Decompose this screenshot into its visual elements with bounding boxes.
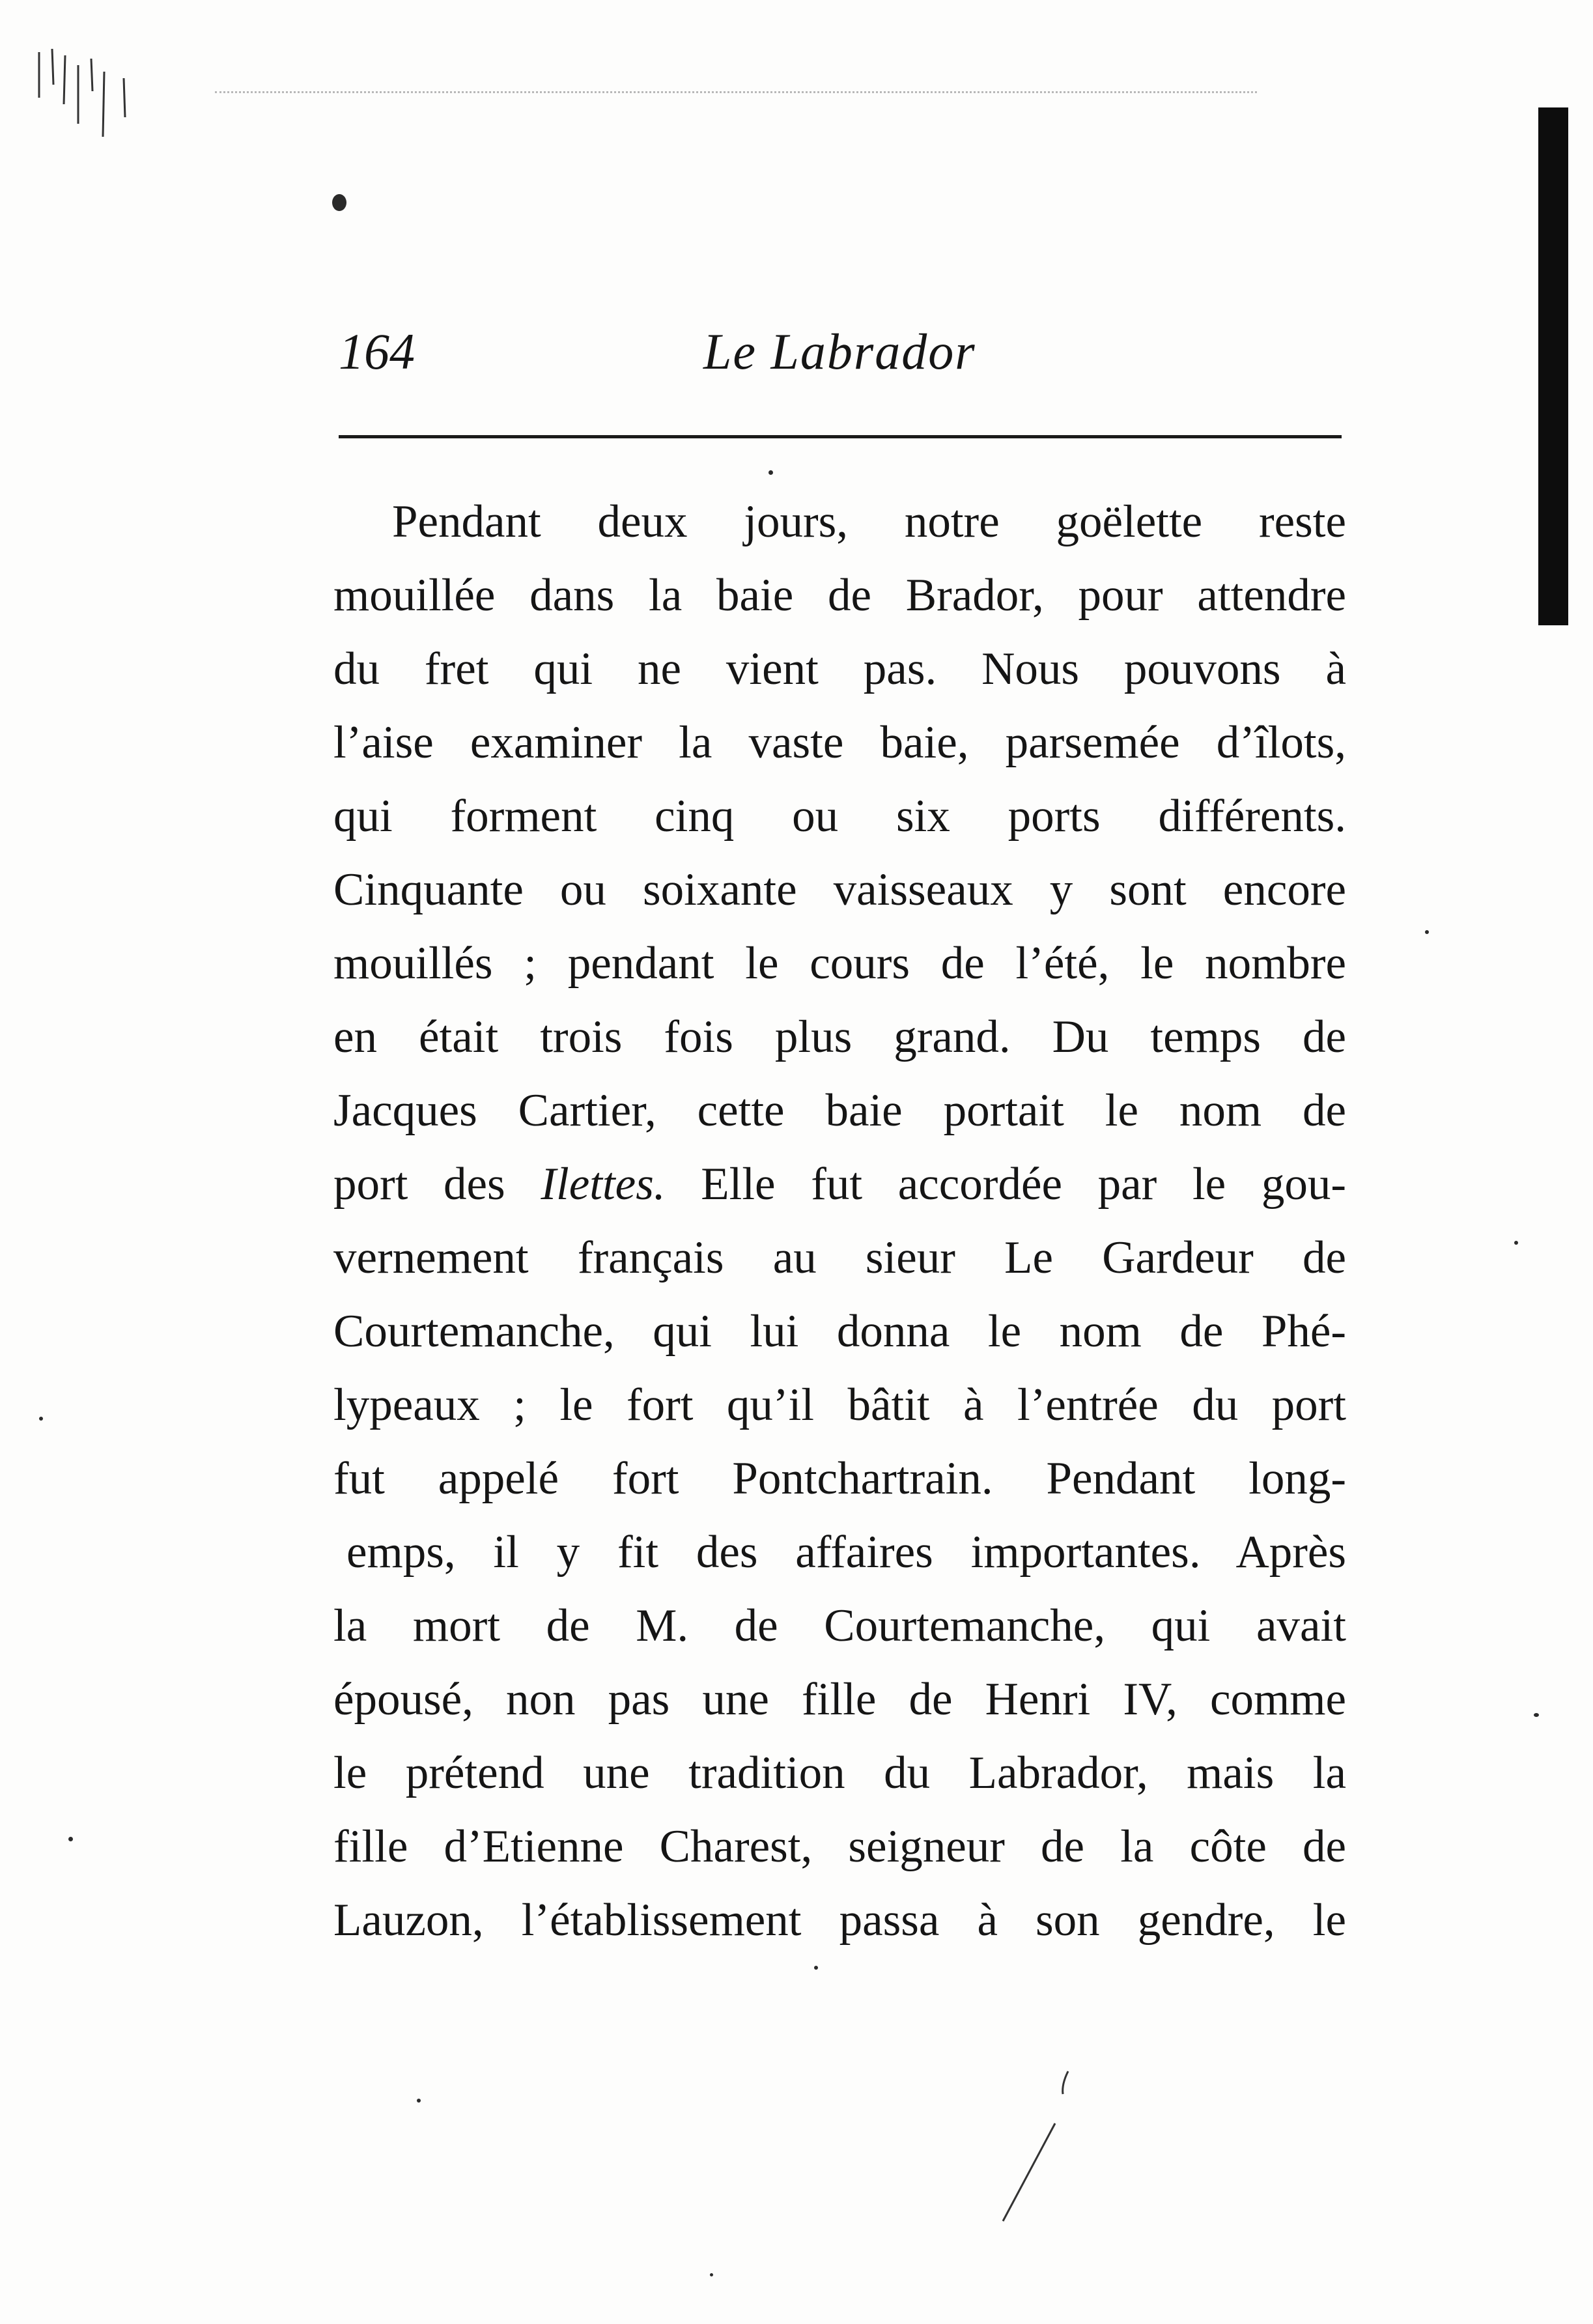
scan-speck (768, 470, 773, 475)
scan-speck (39, 1417, 43, 1421)
text-line: Lauzon, l’établissement passa à son gendre, le (333, 1895, 1346, 1946)
scan-speck (417, 2099, 421, 2103)
scan-speck (1534, 1713, 1539, 1717)
scan-speck (814, 1966, 818, 1970)
scan-speck (710, 2273, 713, 2276)
text-line: mouillés ; pendant le cours de l’été, le nombre (333, 938, 1346, 989)
text-line: Courtemanche, qui lui donna le nom de Phé- (333, 1306, 1346, 1357)
italic-place-name: Ilettes. (541, 1159, 666, 1210)
page-header (339, 319, 1342, 391)
text-line: Pendant deux jours, notre goëlette reste (392, 496, 1346, 547)
scan-edge-bar (1538, 107, 1568, 625)
text-line: Jacques Cartier, cette baie portait le nom de (333, 1085, 1346, 1136)
text-line: le prétend une tradition du Labrador, mais la (333, 1748, 1346, 1798)
text-line: fut appelé fort Pontchartrain. Pendant long- (333, 1453, 1346, 1504)
scan-speck (68, 1837, 73, 1841)
text-line: lypeaux ; le fort qu’il bâtit à l’entrée du port (333, 1380, 1346, 1430)
body-text (333, 485, 1346, 1957)
scan-speck (1425, 930, 1429, 934)
scan-noise-top (215, 91, 1257, 93)
text-line: emps, il y fit des affaires importantes. Après (346, 1527, 1346, 1578)
text-line: épousé, non pas une fille de Henri IV, comme (333, 1674, 1346, 1725)
page-number: 164 (339, 323, 415, 380)
text-line: vernement français au sieur Le Gardeur de (333, 1232, 1346, 1283)
text-line: la mort de M. de Courtemanche, qui avait (333, 1600, 1346, 1651)
header-rule (339, 435, 1342, 438)
scan-speck (1514, 1241, 1518, 1245)
pencil-mark (990, 2058, 1081, 2228)
text-line: mouillée dans la baie de Brador, pour attendre (333, 570, 1346, 621)
text-line: du fret qui ne vient pas. Nous pouvons à (333, 644, 1346, 694)
running-title: Le Labrador (703, 323, 976, 380)
text-line: qui forment cinq ou six ports différents. (333, 791, 1346, 842)
text-line: port des Ilettes. Elle fut accordée par le gou- (333, 1159, 1346, 1210)
text-line: en était trois fois plus grand. Du temps de (333, 1012, 1346, 1062)
text-line: l’aise examiner la vaste baie, parsemée d’îlots, (333, 717, 1346, 768)
text-line: fille d’Etienne Charest, seigneur de la côte de (333, 1821, 1346, 1872)
scan-speck (332, 194, 346, 211)
scan-noise-corner (26, 46, 156, 241)
text-line: Cinquante ou soixante vaisseaux y sont encore (333, 864, 1346, 915)
